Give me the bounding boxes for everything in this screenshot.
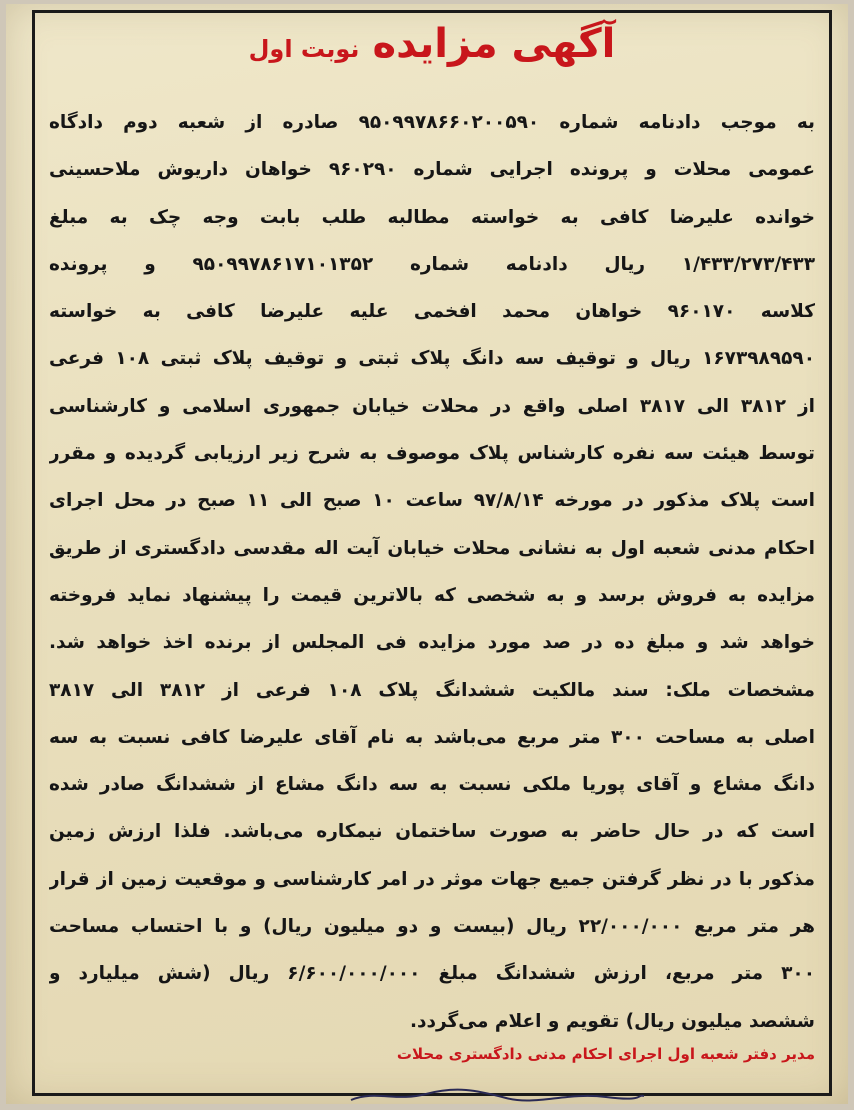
notice-line: است که در حال حاضر به صورت ساختمان نیمکاره می‌باشد. فلذا ارزش زمین bbox=[49, 821, 815, 843]
notice-line: ششصد میلیون ریال) تقویم و اعلام می‌گردد. bbox=[410, 1010, 815, 1032]
notice-frame bbox=[32, 10, 832, 1096]
notice-line: هر متر مربع ۲۲/۰۰۰/۰۰۰ ریال (بیست و دو میلیون ریال) و با احتساب مساحت bbox=[49, 916, 815, 938]
notice-line: به موجب دادنامه شماره ۹۵۰۹۹۷۸۶۶۰۲۰۰۵۹۰ صادره از شعبه دوم دادگاه bbox=[49, 112, 815, 133]
notice-body bbox=[49, 99, 815, 1045]
notice-line: عمومی محلات و پرونده اجرایی شماره ۹۶۰۲۹۰ خواهان داریوش ملاحسینی bbox=[49, 159, 815, 181]
notice-line: ۱/۴۳۳/۲۷۳/۴۳۳ ریال دادنامه شماره ۹۵۰۹۹۷۸۶۱۷۱۰۱۳۵۲ و پرونده bbox=[49, 253, 815, 275]
notice-line: اصلی به مساحت ۳۰۰ متر مربع می‌باشد به نام آقای علیرضا کافی نسبت به سه bbox=[49, 726, 815, 748]
notice-signature: مدیر دفتر شعبه اول اجرای احکام مدنی دادگستری محلات bbox=[396, 1045, 815, 1063]
handwriting-scribble bbox=[346, 1088, 646, 1104]
notice-line: ۱۶۷۳۹۸۹۵۹۰ ریال و توقیف سه دانگ پلاک ثبتی و توقیف پلاک ثبتی ۱۰۸ فرعی bbox=[49, 348, 815, 370]
notice-title: آگهی مزایده bbox=[372, 21, 616, 67]
notice-line: دانگ مشاع و آقای پوریا ملکی نسبت به سه دانگ مشاع از ششدانگ صادر شده bbox=[49, 774, 815, 796]
notice-line: خواهد شد و مبلغ ده در صد مورد مزایده فی المجلس از برنده اخذ خواهد شد. bbox=[49, 632, 815, 654]
notice-line: ۳۰۰ متر مربع، ارزش ششدانگ مبلغ ۶/۶۰۰/۰۰۰/۰۰۰ ریال (شش میلیارد و bbox=[49, 963, 815, 985]
notice-line: از ۳۸۱۲ الی ۳۸۱۷ اصلی واقع در محلات خیابان جمهوری اسلامی و کارشناسی bbox=[49, 395, 815, 417]
notice-line: مذکور با در نظر گرفتن جمیع جهات موثر در امر کارشناسی و موقعیت زمین از قرار bbox=[49, 868, 815, 890]
newspaper-clipping bbox=[6, 4, 848, 1104]
notice-line: است پلاک مذکور در مورخه ۹۷/۸/۱۴ ساعت ۱۰ صبح الی ۱۱ صبح در محل اجرای bbox=[49, 490, 815, 512]
notice-subtitle: نوبت اول bbox=[248, 35, 360, 63]
notice-line: مزایده به فروش برسد و به شخصی که بالاترین قیمت را پیشنهاد نماید فروخته bbox=[49, 584, 815, 606]
notice-header bbox=[35, 21, 829, 67]
notice-line: احکام مدنی شعبه اول به نشانی محلات خیابان آیت اله مقدسی دادگستری از طریق bbox=[49, 537, 815, 559]
notice-line: مشخصات ملک: سند مالکیت ششدانگ پلاک ۱۰۸ فرعی از ۳۸۱۲ الی ۳۸۱۷ bbox=[49, 679, 815, 701]
notice-line: توسط هیئت سه نفره کارشناس پلاک موصوف به شرح زیر ارزیابی گردیده و مقرر bbox=[49, 443, 815, 465]
notice-line: خوانده علیرضا کافی به خواسته مطالبه طلب بابت وجه چک به مبلغ bbox=[49, 206, 815, 228]
notice-line: کلاسه ۹۶۰۱۷۰ خواهان محمد افخمی علیه علیرضا کافی به خواسته bbox=[49, 301, 815, 323]
